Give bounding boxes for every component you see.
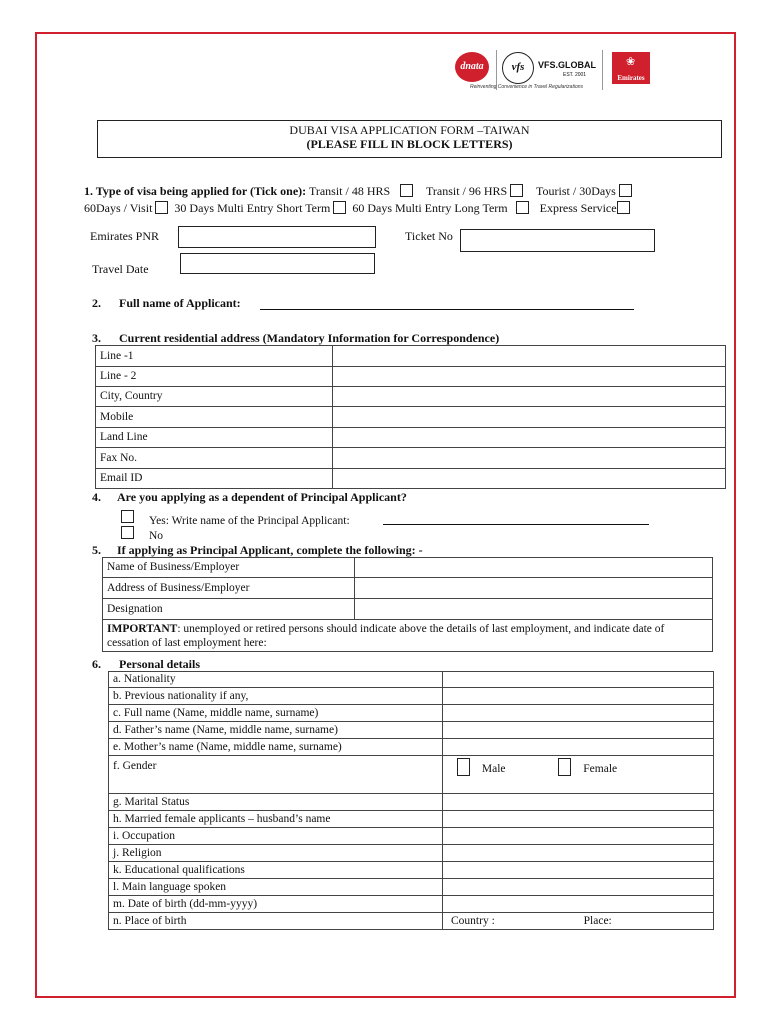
visa-type-line2 <box>84 201 633 215</box>
pnr-input[interactable] <box>178 226 376 248</box>
dependent-no-checkbox[interactable] <box>121 526 134 539</box>
education-input[interactable] <box>443 862 714 879</box>
opt-transit96-label: Transit / 96 HRS <box>425 184 508 198</box>
nationality-input[interactable] <box>443 672 714 688</box>
opt-express-checkbox[interactable] <box>617 201 630 214</box>
gender-cell <box>443 756 714 794</box>
emirates-logo-text: Emirates <box>617 74 645 82</box>
religion-label: j. Religion <box>109 845 443 862</box>
email-input[interactable] <box>333 469 726 489</box>
occupation-input[interactable] <box>443 828 714 845</box>
visa-type-line1 <box>84 184 635 198</box>
dependent-heading: Are you applying as a dependent of Principal Applicant? <box>117 490 407 504</box>
important-text: : unemployed or retired persons should indicate above the details of last employment, and indicate date of cessation of last employment here: <box>107 622 665 649</box>
employer-name-label: Name of Business/Employer <box>103 558 355 578</box>
employer-address-label: Address of Business/Employer <box>103 578 355 599</box>
form-subtitle: (PLEASE FILL IN BLOCK LETTERS) <box>306 137 513 151</box>
birthplace-cell[interactable] <box>443 913 714 930</box>
full-name-input[interactable] <box>260 296 634 310</box>
landline-input[interactable] <box>333 428 726 448</box>
gender-male-label: Male <box>481 763 506 775</box>
emirates-logo <box>612 52 650 84</box>
designation-input[interactable] <box>355 599 713 620</box>
opt-visit60-checkbox[interactable] <box>155 201 168 214</box>
designation-label: Designation <box>103 599 355 620</box>
dob-input[interactable] <box>443 896 714 913</box>
opt-express-label: Express Service <box>539 201 617 215</box>
dob-label: m. Date of birth (dd-mm-yyyy) <box>109 896 443 913</box>
address-table <box>95 345 726 489</box>
opt-visit60-label: 60Days / Visit <box>84 201 153 215</box>
employer-address-input[interactable] <box>355 578 713 599</box>
tagline: Reinventing Convenience in Travel Regularizations <box>470 84 584 90</box>
fax-input[interactable] <box>333 448 726 469</box>
prev-nationality-input[interactable] <box>443 688 714 705</box>
mother-name-input[interactable] <box>443 739 714 756</box>
opt-multi60-label: 60 Days Multi Entry Long Term <box>352 201 508 215</box>
employer-name-input[interactable] <box>355 558 713 578</box>
dependent-no-label: No <box>149 530 164 542</box>
city-country-label: City, Country <box>96 387 333 407</box>
full-name-row-input[interactable] <box>443 705 714 722</box>
opt-multi30-checkbox[interactable] <box>333 201 346 214</box>
s6-number: 6. <box>92 657 101 671</box>
important-note <box>103 620 713 652</box>
landline-label: Land Line <box>96 428 333 448</box>
gender-female-checkbox[interactable] <box>558 758 571 776</box>
form-title: DUBAI VISA APPLICATION FORM –TAIWAN <box>289 123 530 137</box>
birth-place-label: Place: <box>583 914 612 927</box>
opt-multi60-checkbox[interactable] <box>516 201 529 214</box>
gender-label: f. Gender <box>109 756 443 794</box>
visa-type-heading: 1. Type of visa being applied for (Tick one): <box>84 184 307 198</box>
birthplace-label: n. Place of birth <box>109 913 443 930</box>
marital-status-label: g. Marital Status <box>109 794 443 811</box>
s4-number: 4. <box>92 490 101 504</box>
address-line1-input[interactable] <box>333 346 726 367</box>
pnr-label: Emirates PNR <box>90 229 159 243</box>
dependent-yes-checkbox[interactable] <box>121 510 134 523</box>
marital-status-input[interactable] <box>443 794 714 811</box>
travel-date-input[interactable] <box>180 253 375 274</box>
nationality-label: a. Nationality <box>109 672 443 688</box>
opt-transit48-checkbox[interactable] <box>400 184 413 197</box>
emirates-emblem-icon: ❀ <box>626 56 636 68</box>
city-country-input[interactable] <box>333 387 726 407</box>
s2-number: 2. <box>92 296 101 310</box>
address-line2-input[interactable] <box>333 367 726 387</box>
full-name-label: Full name of Applicant: <box>119 296 241 310</box>
language-label: l. Main language spoken <box>109 879 443 896</box>
husband-name-input[interactable] <box>443 811 714 828</box>
address-line2-label: Line - 2 <box>96 367 333 387</box>
language-input[interactable] <box>443 879 714 896</box>
travel-date-label: Travel Date <box>92 262 149 276</box>
education-label: k. Educational qualifications <box>109 862 443 879</box>
dnata-logo <box>455 52 489 82</box>
important-label: IMPORTANT <box>107 622 178 635</box>
s3-number: 3. <box>92 331 101 345</box>
mobile-label: Mobile <box>96 407 333 428</box>
employer-table <box>102 557 713 652</box>
opt-multi30-label: 30 Days Multi Entry Short Term <box>174 201 331 215</box>
address-heading: Current residential address (Mandatory Information for Correspondence) <box>119 331 500 345</box>
principal-heading: If applying as Principal Applicant, complete the following: - <box>117 543 423 557</box>
vfs-logo-text: vfs <box>511 61 525 73</box>
gender-female-label: Female <box>583 763 618 775</box>
mother-name-label: e. Mother’s name (Name, middle name, surname) <box>109 739 443 756</box>
husband-name-label: h. Married female applicants – husband’s name <box>109 811 443 828</box>
religion-input[interactable] <box>443 845 714 862</box>
s5-number: 5. <box>92 543 101 557</box>
father-name-input[interactable] <box>443 722 714 739</box>
prev-nationality-label: b. Previous nationality if any, <box>109 688 443 705</box>
personal-heading: Personal details <box>119 657 200 671</box>
ticket-input[interactable] <box>460 229 655 252</box>
opt-transit96-checkbox[interactable] <box>510 184 523 197</box>
gender-male-checkbox[interactable] <box>457 758 470 776</box>
vfs-brand: VFS.GLOBAL <box>538 60 596 70</box>
mobile-input[interactable] <box>333 407 726 428</box>
email-label: Email ID <box>96 469 333 489</box>
opt-transit48-label: Transit / 48 HRS <box>308 184 391 198</box>
dependent-yes-label: Yes: Write name of the Principal Applicant: <box>149 515 350 527</box>
vfs-since: EST. 2001 <box>563 72 587 78</box>
title-box <box>97 120 722 158</box>
logo-divider-2 <box>602 50 603 90</box>
dnata-logo-text: dnata <box>460 61 484 72</box>
ticket-label: Ticket No <box>405 229 453 243</box>
father-name-label: d. Father’s name (Name, middle name, surname) <box>109 722 443 739</box>
full-name-row-label: c. Full name (Name, middle name, surname) <box>109 705 443 722</box>
address-line1-label: Line -1 <box>96 346 333 367</box>
opt-tourist30-checkbox[interactable] <box>619 184 632 197</box>
personal-table <box>108 671 714 930</box>
opt-tourist30-label: Tourist / 30Days <box>536 184 616 198</box>
occupation-label: i. Occupation <box>109 828 443 845</box>
vfs-logo <box>502 52 534 84</box>
fax-label: Fax No. <box>96 448 333 469</box>
principal-name-input[interactable] <box>383 512 649 525</box>
birth-country-label: Country : <box>451 914 495 927</box>
